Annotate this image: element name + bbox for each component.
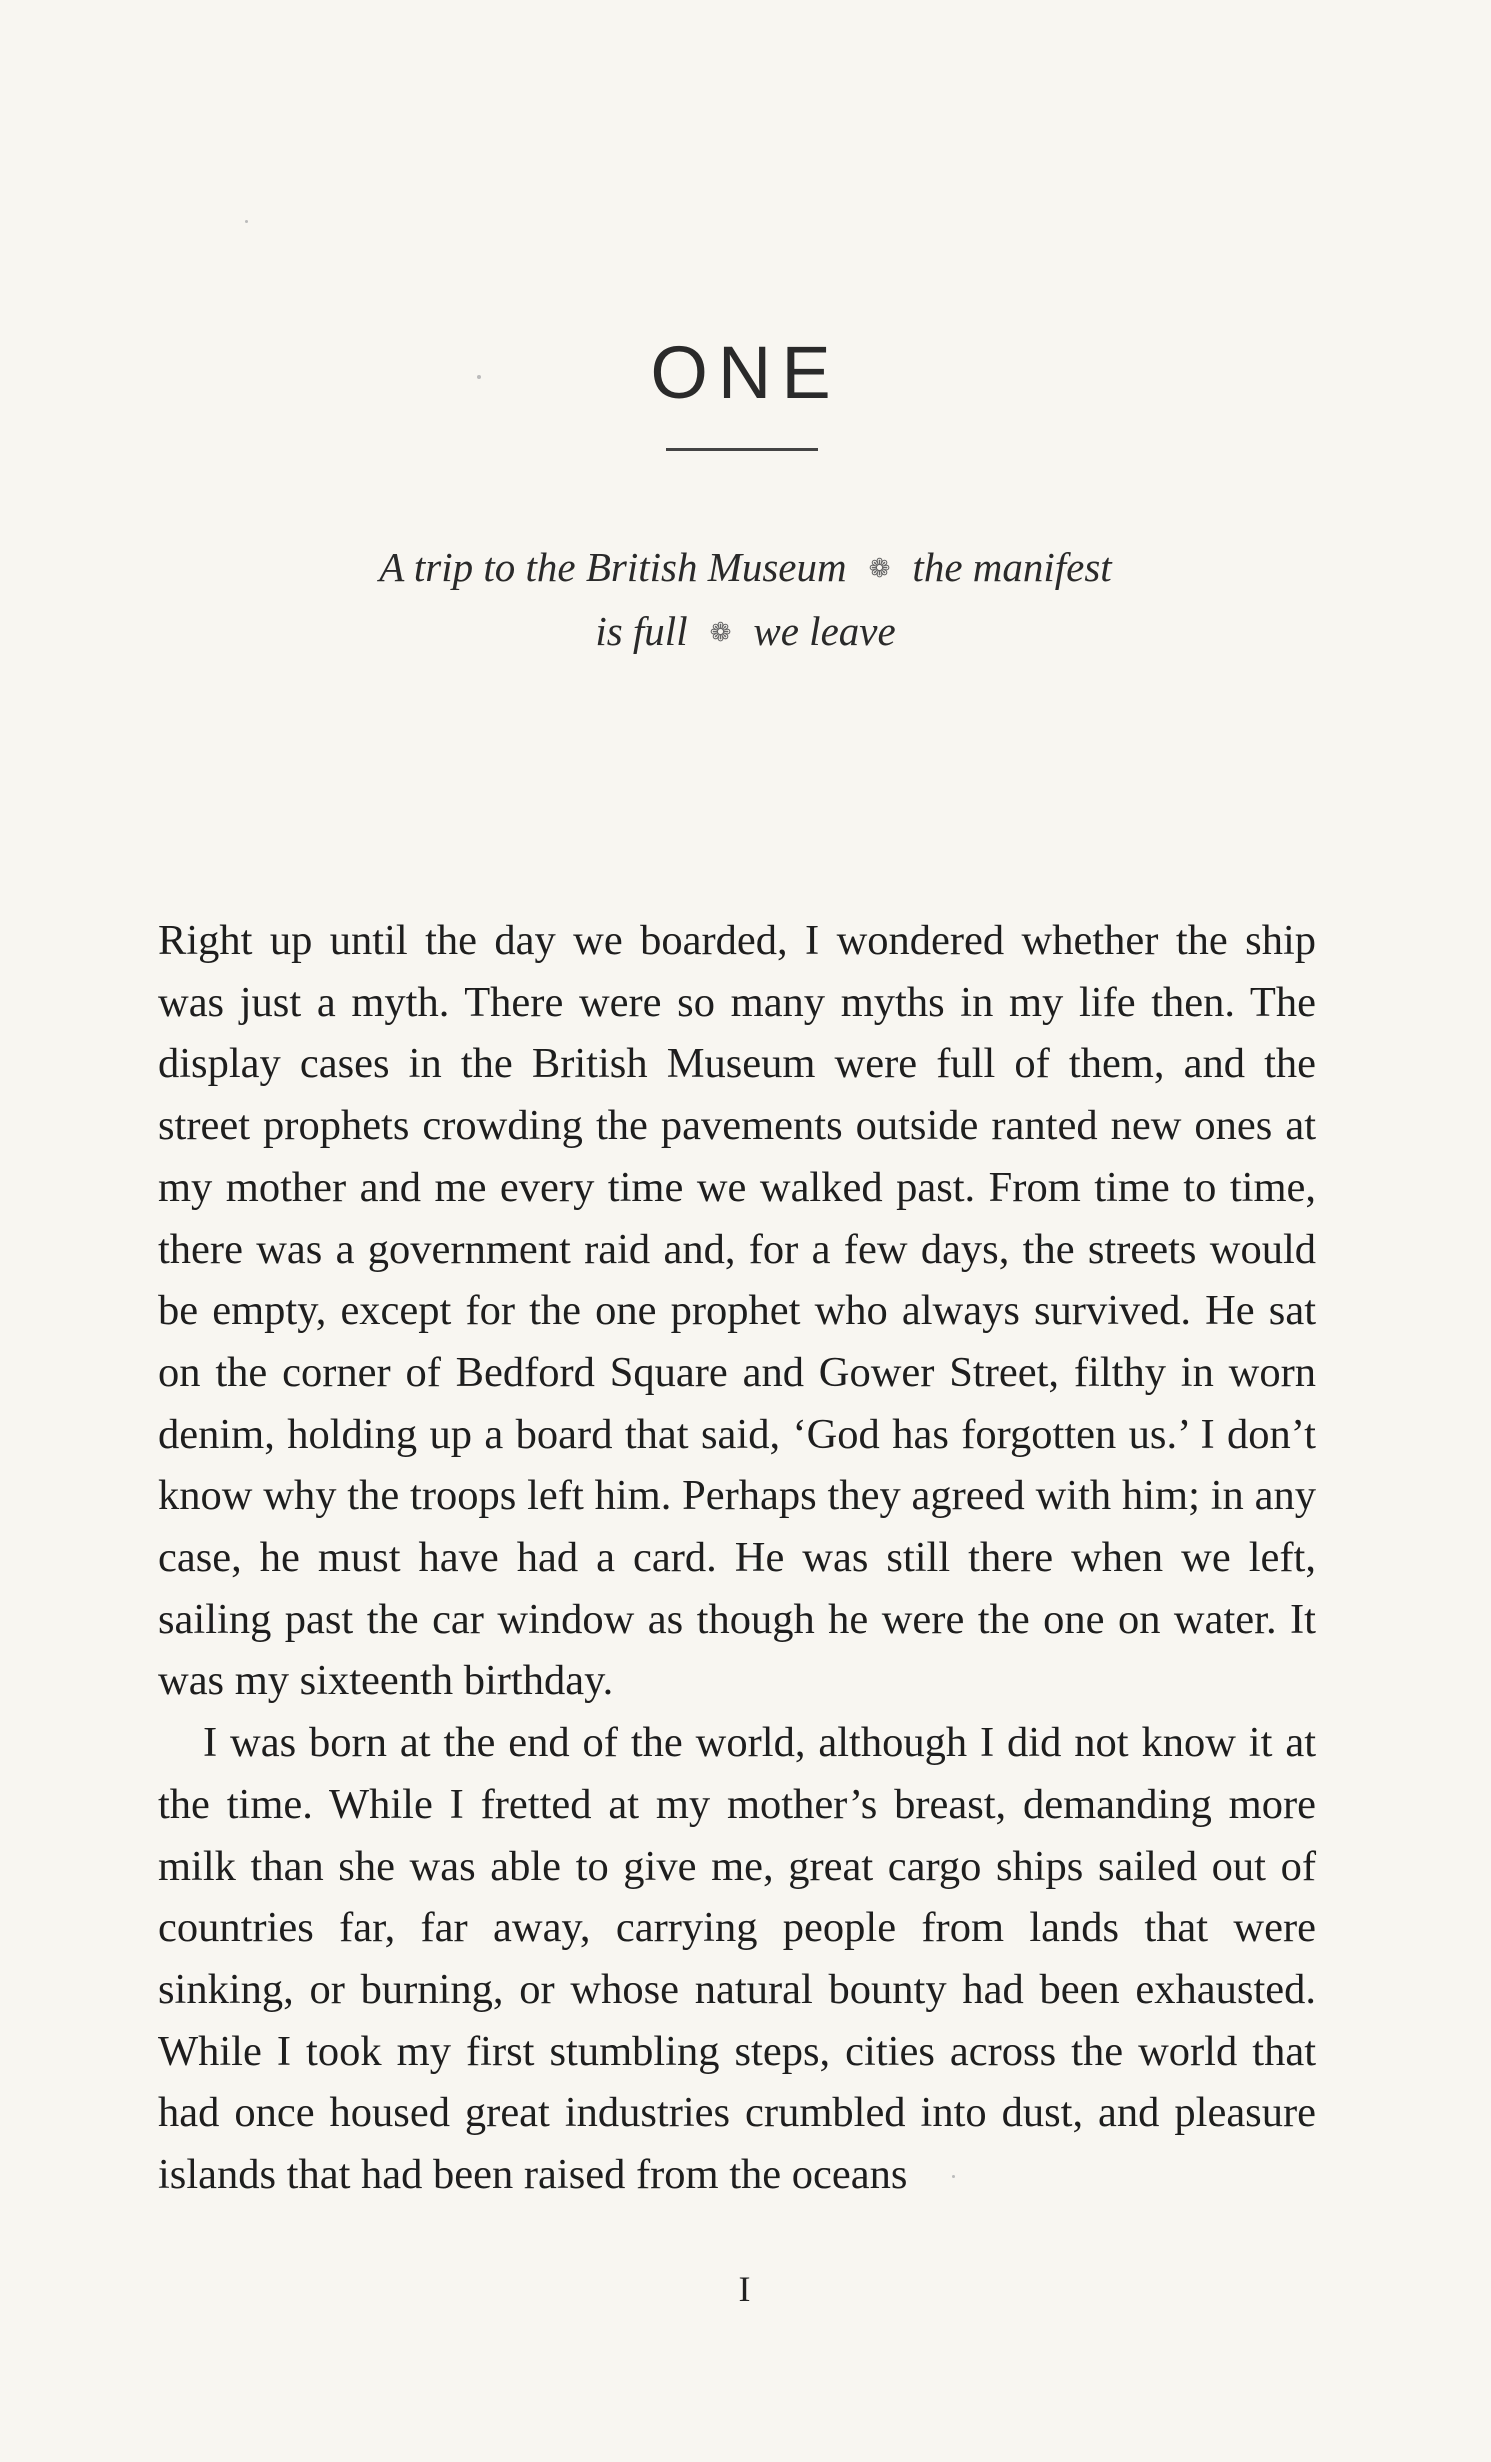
ornament-icon: ❁ <box>709 618 732 647</box>
paragraph: Right up until the day we boarded, I wondered whether the ship was just a myth. There were so many myths in my life then. The display cases in the British Museum were full of them, and the street prophets crowding the pavements outside ranted new ones at my mother and me every time we walked past. From time to time, there was a government raid and, for a few days, the streets would be empty, except for the one prophet who always survived. He sat on the corner of Bedford Square and Gower Street, filthy in worn denim, holding up a board that said, ‘God has forgotten us.’ I don’t know why the troops left him. Perhaps they agreed with him; in any case, he must have had a card. He was still there when we left, sailing past the car window as though he were the one on water. It was my sixteenth birthday. <box>158 917 1316 1705</box>
paragraph: I was born at the end of the world, although I did not know it at the time. While I fretted at my mother’s breast, demanding more milk than she was able to give me, great cargo ships sailed out of countries far, far away, carrying people from lands that were sinking, or burning, or whose natural bounty had been exhausted. While I took my first stumbling steps, cities across the world that had once housed great industries crumbled into dust, and pleasure islands that had been raised from the oceans <box>158 1719 1316 2199</box>
paper-speck <box>245 220 248 223</box>
body-text <box>158 910 1316 2206</box>
subtitle-segment: is full <box>595 608 688 654</box>
subtitle-segment: A trip to the British Museum <box>379 544 847 590</box>
subtitle-line-2 <box>0 600 1491 664</box>
paper-speck <box>477 375 481 379</box>
page-number: I <box>738 2269 753 2309</box>
chapter-title: ONE <box>650 331 841 414</box>
ornament-icon: ❁ <box>868 554 891 583</box>
subtitle-segment: we leave <box>753 608 896 654</box>
title-rule <box>666 448 818 451</box>
subtitle-segment: the manifest <box>912 544 1112 590</box>
paper-speck <box>952 2175 955 2178</box>
subtitle-line-1 <box>0 536 1491 600</box>
chapter-subtitle <box>0 536 1491 664</box>
